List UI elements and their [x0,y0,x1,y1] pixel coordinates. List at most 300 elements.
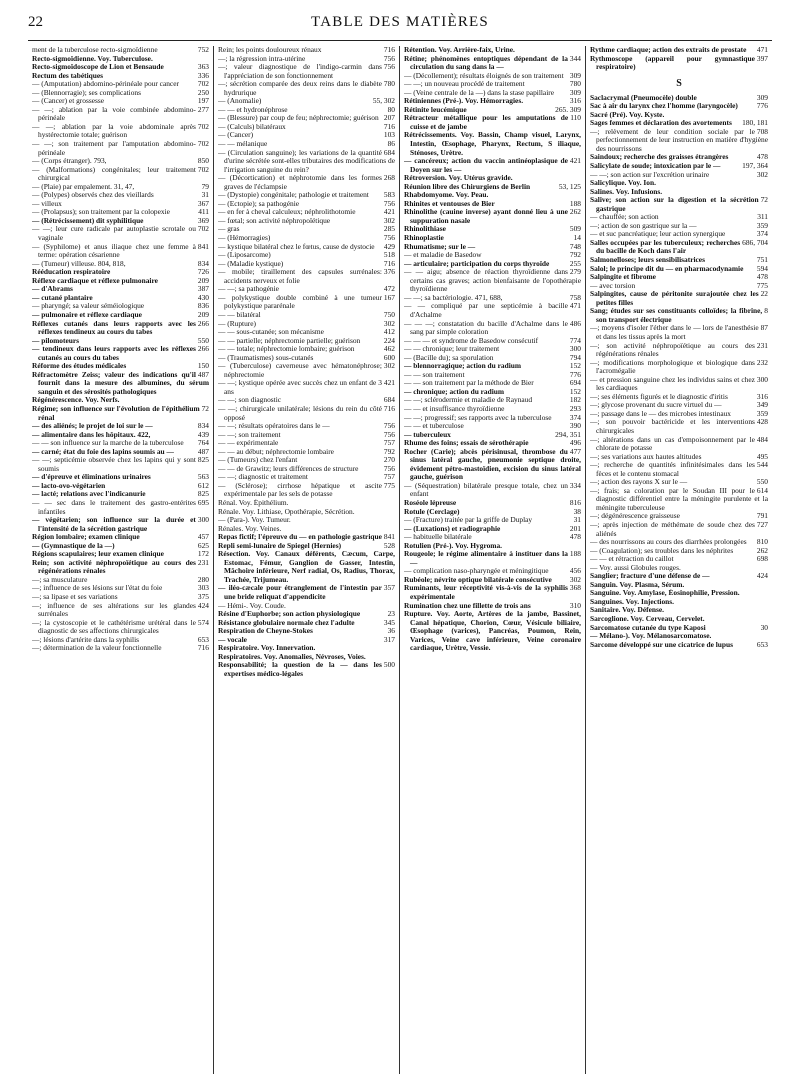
entry-text: Rénal. Voy. Épithélium. [218,498,289,507]
index-entry [218,251,395,260]
index-entry [218,243,395,252]
index-entry [32,208,209,217]
index-entry [32,311,209,320]
index-entry [32,593,209,602]
entry-text: —; après injection de méthémate de soude chez des aliénés [590,520,755,538]
entry-text: —; sécrétion comparée des deux reins dans le diabète hydrurique [218,80,382,97]
entry-text: Rythme cardiaque; action des extraits de prostate [590,46,747,54]
entry-pages: 702 [197,80,209,89]
entry-pages: 110 [570,114,581,123]
entry-text: — (Blessure) par coup de feu; néphrectomie; guérison [218,114,379,123]
entry-text: — — de Grawitz; leurs différences de structure [218,464,359,473]
index-entry [32,106,209,123]
entry-pages: 265. 309 [555,105,581,114]
entry-text: Rocher (Carie); abcès périsinusal, thrombose du sinus latéral gauche, pneumonie septique droite, évidement pétro-mastoïdien, excision du sinus latéral gauche, guérison [404,447,581,482]
entry-pages: 316 [569,97,581,106]
index-entry [32,405,209,422]
index-entry [218,174,395,191]
entry-text: Rétracteur métallique pour les amputations de cuisse et de jambe [404,114,569,131]
entry-text: — —; ablation par la voie abdominale après hystérectomie totale; guérison [32,122,196,140]
entry-pages: 268 [383,174,395,183]
entry-pages: 188 [569,550,581,559]
index-entry [590,418,768,435]
index-entry [218,208,395,217]
index-entry [404,405,581,414]
entry-text: — (Rétrécissement) dit syphilitique [32,216,144,225]
entry-text: — —; son action sur l'excrétion urinaire [590,170,710,179]
entry-text: Résine d'Euphorbe; son action physiologique [218,610,361,619]
index-entry [404,388,581,397]
entry-pages: 478 [569,533,581,542]
entry-text: —; glycose provenant du sucre virtuel du — [590,401,722,410]
entry-text: Sanguines. Voy. Injections. [590,597,674,606]
entry-text: — — — et syndrome de Basedow consécutif [404,336,539,345]
entry-text: — (Blennorragie); ses complications [32,88,141,97]
index-entry [404,320,581,337]
entry-pages: 509 [569,225,581,234]
index-entry [590,128,768,154]
index-entry [32,542,209,551]
index-entry [590,171,768,180]
entry-pages: 180, 181 [742,119,768,128]
entry-text: Sanguine. Voy. Amylase, Éosinophilie, Pression. [590,589,740,598]
index-entry [32,225,209,242]
entry-text: — —; un nouveau procédé de traitement [404,80,525,89]
index-entry [218,217,395,226]
entry-pages: 478 [756,273,768,282]
entry-pages: 224 [383,336,395,345]
index-entry [32,499,209,516]
index-entry [32,63,209,72]
entry-text: Rein; les points douloureux rénaux [218,46,322,54]
index-entry [590,598,768,607]
index-entry [590,581,768,590]
index-entry [218,268,395,285]
entry-text: — habituelle bilatérale [404,533,472,542]
index-entry [590,196,768,213]
entry-text: Salines. Voy. Infusions. [590,187,663,196]
index-entry [32,473,209,482]
entry-text: —; ses éléments figurés et le diagnostic d'iritis [590,392,728,401]
index-entry [590,547,768,556]
index-entry [590,239,768,256]
entry-text: — en fer à cheval calculeux; néphrolithotomie [218,208,356,217]
index-entry [218,644,395,653]
index-entry [404,174,581,183]
entry-pages: 756 [383,63,395,72]
entry-pages: 727 [756,520,768,529]
entry-pages: 600 [383,353,395,362]
entry-text: — — et tuberculose [404,422,464,431]
entry-pages: 495 [756,452,768,461]
index-entry [32,337,209,346]
entry-text: Régénérescence. Voy. Nerfs. [32,396,120,405]
entry-pages: 250 [197,88,209,97]
entry-text: — des nourrissons au cours des diarrhées prolongées [590,538,747,547]
entry-text: Sages femmes et déclaration des avortements [590,119,732,128]
index-entry [218,123,395,132]
entry-pages: 486 [569,319,581,328]
index-entry [218,354,395,363]
entry-pages: 751 [756,256,768,265]
entry-pages: 294, 351 [555,430,581,439]
index-entry [404,396,581,405]
entry-text: — (Corps étranger). 793, [32,157,107,166]
entry-pages: 756 [383,430,395,439]
entry-pages: 309 [569,71,581,80]
entry-text: — (Rupture) [218,319,256,328]
page-number: 22 [28,14,43,30]
index-entry [404,431,581,440]
index-entry [590,256,768,265]
entry-pages: 103 [383,131,395,140]
index-entry [32,320,209,337]
entry-pages: 152 [569,387,581,396]
entry-pages: 266 [197,319,209,328]
index-entry [404,550,581,567]
entry-pages: 550 [756,478,768,487]
index-entry [218,294,395,311]
index-entry [590,273,768,282]
entry-text: — (Sclérose); cirrhose hépatique et ascite expérimentale par les sels de potasse [218,481,382,499]
index-entry [32,439,209,448]
index-entry [590,162,768,171]
entry-pages: 262 [569,208,581,217]
index-entry [590,555,768,564]
entry-text: — (Gymnastique de la —) [32,541,115,550]
entry-pages: 359 [756,409,768,418]
entry-pages: 38 [573,507,581,516]
entry-pages: 428 [756,418,768,427]
entry-text: Salol; le principe dit du — en pharmacodynamie [590,264,744,273]
index-entry [404,72,581,81]
entry-text: Rhume des foins; essais de sérothérapie [404,439,529,448]
entry-pages: 756 [383,234,395,243]
index-entry [404,337,581,346]
entry-pages: 614 [756,486,768,495]
entry-pages: 810 [756,538,768,547]
entry-pages: 487 [197,447,209,456]
entry-pages: 317 [383,635,395,644]
index-entry [590,265,768,274]
entry-text: —; son pouvoir bactéricide et les interventions chirurgicales [590,418,755,435]
entry-text: Réflexe cardiaque et réflexe pulmonaire [32,276,158,285]
index-entry [218,225,395,234]
entry-pages: 197 [197,97,209,106]
entry-text: — — mélanique [218,140,268,149]
entry-text: — —; sclérodermie et maladie de Raynaud [404,396,533,405]
entry-pages: 456 [569,567,581,576]
index-entry [404,208,581,225]
index-entry [404,508,581,517]
entry-text: —; recherche de quantités infinitésimales dans les fèces et le contenu stomacal [590,461,755,478]
entry-text: Rétinite leucémique [404,105,467,114]
entry-pages: 302 [756,170,768,179]
entry-text: —; frais; sa coloration par le Soudan III pour le diagnostic différentiel entre la méningite purulente et la méningite tuberculeuse [590,486,768,512]
index-entry [218,140,395,149]
index-entry [404,533,581,542]
entry-text: Rougeole; le régime alimentaire à instituer dans la — [404,550,568,567]
entry-text: Régime; son influence sur l'évolution de l'épithélium rénal [32,404,200,422]
entry-pages: 207 [383,114,395,123]
entry-pages: 792 [383,447,395,456]
index-entry [590,119,768,128]
entry-pages: 411 [198,208,209,217]
entry-text: —; la cystoscopie et le cathétérisme urétéral dans le diagnostic de ses affections chirurgicales [32,618,196,636]
entry-text: — et suc pancréatique; leur action synergique [590,230,726,239]
index-entry [218,619,395,628]
entry-text: — — son influence sur la marche de la tuberculose [32,439,184,448]
entry-text: — (Ectopie); sa pathogénie [218,199,300,208]
index-entry [32,422,209,431]
index-entry [590,641,768,650]
index-entry [590,606,768,615]
index-entry [218,431,395,440]
index-entry [590,376,768,393]
entry-text: — et maladie de Basedow [404,251,482,260]
entry-text: Réfractomètre Zeiss; valeur des indications qu'il fournit dans la mesure des albumines, du sérum sanguin et des sérosités pathologiques [32,370,209,396]
entry-text: — des aliénés; le projet de loi sur le — [32,422,153,431]
entry-text: Rétention. Voy. Arrière-faix, Urine. [404,46,515,54]
index-entry [404,516,581,525]
entry-text: — kystique bilatéral chez le fœtus, cause de dystocie [218,242,375,251]
entry-pages: 345 [383,618,395,627]
entry-pages: 357 [383,584,395,593]
entry-text: Rhinolithe (cauine inverse) ayant donné lieu à une suppuration nasale [404,208,568,225]
entry-pages: 775 [383,481,395,490]
entry-text: Résection. Voy. Canaux déférents, Cæcum, Carpe, Estomac, Fémur, Ganglion de Gasser, Intestin, Mâchoire inférieure, Nerf radial, Os, Radius, Thorax, Trachée, Trijumeau. [218,550,395,584]
entry-text: Salive; son action sur la digestion et la sécrétion gastrique [590,196,759,213]
entry-pages: 300 [197,516,209,525]
entry-pages: 775 [756,281,768,290]
index-entry [590,188,768,197]
index-entry [404,191,581,200]
entry-pages: 780 [569,80,581,89]
entry-text: —; dégénérescence graisseuse [590,512,680,521]
entry-text: — villeux [32,199,62,208]
entry-text: — —; sa bactériologie. 471, 688, [404,293,503,302]
index-entry [218,311,395,320]
entry-pages: 152 [569,362,581,371]
index-entry [32,584,209,593]
index-entry [218,653,395,662]
index-entry [32,140,209,157]
entry-pages: 14 [573,234,581,243]
entry-text: — fœtal; son activité néphropoïétique [218,216,331,225]
entry-pages: 376 [383,268,395,277]
index-entry [404,414,581,423]
entry-pages: 792 [569,251,581,260]
index-entry [218,80,395,97]
index-entry [218,508,395,517]
entry-text: — (Anomalie) [218,97,262,106]
index-columns [28,46,772,1074]
index-entry [218,362,395,379]
index-entry [218,482,395,499]
entry-pages: 702 [197,165,209,174]
index-entry [218,550,395,584]
entry-pages: 300 [756,375,768,384]
entry-text: — (Syphilome) et anus iliaque chez une femme à terme: opération césarienne [32,242,196,260]
index-entry [404,371,581,380]
entry-text: — (Bacille du); sa sporulation [404,353,494,362]
entry-pages: 750 [383,310,395,319]
index-entry [32,294,209,303]
entry-pages: 87 [760,324,768,333]
index-entry [218,422,395,431]
entry-text: Sarcoglione. Voy. Cerveau, Cervelet. [590,615,705,623]
index-entry [590,410,768,419]
index-entry [218,602,395,611]
entry-text: Respiratoire. Voy. Innervation. [218,644,316,653]
index-entry [32,644,209,653]
entry-text: — (Cancer) [218,131,254,140]
entry-text: — avec torsion [590,281,636,290]
entry-pages: 684 [383,148,395,157]
entry-pages: 780 [383,80,395,89]
index-entry [590,342,768,359]
index-entry [404,225,581,234]
entry-pages: 816 [569,498,581,507]
entry-text: Saindoux; recherche des graisses étrangères [590,153,729,162]
entry-text: — (Liposarcome) [218,251,271,260]
entry-pages: 421 [569,157,581,166]
entry-pages: 231 [197,558,209,567]
entry-pages: 834 [197,259,209,268]
entry-pages: 255 [569,259,581,268]
entry-pages: 764 [197,439,209,448]
index-entry [218,234,395,243]
entry-pages: 172 [197,550,209,559]
entry-pages: 702 [197,225,209,234]
entry-text: — (Décollement); résultats éloignés de son traitement [404,71,564,80]
entry-text: — pharyngé; sa valeur séméiologique [32,302,145,311]
entry-pages: 311 [757,213,768,222]
entry-pages: 686, 704 [742,238,768,247]
entry-pages: 471 [569,302,581,311]
entry-text: Responsabilité; la question de la — dans les expertises médico-légales [218,661,382,678]
entry-text: Saclacrymal (Pneumocèle) double [590,93,697,102]
entry-text: — d'Abrams [32,285,73,294]
index-entry [404,260,581,269]
index-entry [218,516,395,525]
section-letter: S [676,77,682,89]
entry-pages: 30 [760,623,768,632]
entry-text: — végétarien; son influence sur la durée et l'intensité de la sécrétion gastrique [32,516,196,533]
entry-text: Recto-sigmoïdienne. Voy. Tuberculose. [32,54,153,63]
entry-text: — iléo-cæcale pour étranglement de l'intestin par une bride reliquat d'appendicite [218,584,382,601]
entry-pages: 55, 302 [372,97,395,106]
index-entry [590,393,768,402]
entry-text: Régions scapulaires; leur examen clinique [32,550,164,559]
index-entry [590,461,768,478]
index-entry [590,359,768,376]
index-entry [32,166,209,183]
entry-pages: 231 [756,341,768,350]
entry-text: —; action des rayons X sur le — [590,478,688,487]
index-entry [404,302,581,319]
entry-text: — tendineux dans leurs rapports avec les réflexes cutanés au cours du tabes [32,345,196,362]
entry-text: — — et hydronéphrose [218,105,288,114]
index-entry [404,602,581,611]
entry-text: — —; chirurgicale unilatérale; lésions du rein du côté opposé [218,404,382,422]
entry-text: Rééducation respiratoire [32,268,111,277]
entry-pages: 285 [383,225,395,234]
entry-pages: 302 [383,362,395,371]
index-entry [404,610,581,653]
entry-text: — (Prolapsus); son traitement par la colopexie [32,208,170,217]
entry-pages: 462 [383,345,395,354]
index-column-4 [586,46,772,1074]
entry-text: — —; progressif; ses rapports avec la tuberculose [404,413,552,422]
entry-text: — cutané plantaire [32,293,93,302]
entry-text: — —; leur cure radicale par autoplastie scrotale ou vaginale [32,225,196,243]
entry-pages: 344 [569,54,581,63]
entry-pages: 776 [756,102,768,111]
index-entry [590,572,768,581]
entry-pages: 726 [197,268,209,277]
entry-pages: 794 [569,353,581,362]
entry-pages: 390 [569,422,581,431]
index-entry [404,114,581,131]
entry-text: — — chronique; leur traitement [404,345,500,354]
index-entry [218,55,395,64]
index-entry [32,268,209,277]
entry-text: Rétine; phénomènes entoptiques dépendant de la circulation du sang dans la — [404,54,568,72]
entry-pages: 209 [197,276,209,285]
entry-text: — Voy. aussi Globules rouges. [590,563,681,572]
entry-text: Réflexes cutanés dans leurs rapports avec les réflexes tendineux au cours du tabes [32,319,196,337]
entry-pages: 309 [756,93,768,102]
entry-pages: 302 [569,575,581,584]
entry-pages: 653 [756,640,768,649]
entry-text: Rectum des tabétiques [32,71,104,80]
entry-text: —; détermination de la valeur fonctionnelle [32,644,162,653]
entry-text: — — totale; néphrectomie lombaire; guérison [218,345,355,354]
entry-text: — (Polypes) observés chez des vieillards [32,191,154,200]
entry-text: Réforme des études médicales [32,362,127,371]
entry-text: — (Circulation sanguine); les variations de la quantité d'urine sécrétée sont-elles tributaires des modifications de l'irrigation sanguine du rein? [218,148,395,174]
entry-text: — blennorragique; action du radium [404,362,522,371]
entry-text: —; influence de ses altérations sur les glandes surrénales [32,601,196,619]
index-entry [590,179,768,188]
entry-text: — (Plaie) par empalement. 31, 47, [32,182,135,191]
entry-pages: 774 [569,336,581,345]
entry-pages: 262 [756,546,768,555]
entry-text: Sac à air du larynx chez l'homme (laryngocèle) [590,102,738,111]
index-entry [404,294,581,303]
entry-text: Rhinoplastie [404,234,444,243]
entry-text: —; moyens d'isoler l'éther dans le — lors de l'anesthésie et dans les tissus après la mort [590,324,759,341]
index-entry [32,97,209,106]
index-entry [32,396,209,405]
entry-text: — —; diagnostic et traitement [218,473,308,482]
entry-pages: 653 [197,635,209,644]
index-entry [404,345,581,354]
index-entry [32,619,209,636]
entry-pages: 375 [197,593,209,601]
entry-pages: 834 [197,422,209,431]
index-entry [590,521,768,538]
entry-text: — (Décortication) et néphrotomie dans les formes graves de l'éclampsie [218,174,382,191]
entry-text: — complication naso-pharyngée et méningitique [404,567,549,576]
entry-pages: 825 [197,456,209,465]
entry-text: — (Tumeurs) chez l'enfant [218,456,298,465]
entry-text: — chronique; action du radium [404,387,505,396]
entry-text: —; ses variations aux hautes altitudes [590,452,702,461]
index-column-2 [214,46,400,1074]
entry-pages: 695 [197,498,209,507]
